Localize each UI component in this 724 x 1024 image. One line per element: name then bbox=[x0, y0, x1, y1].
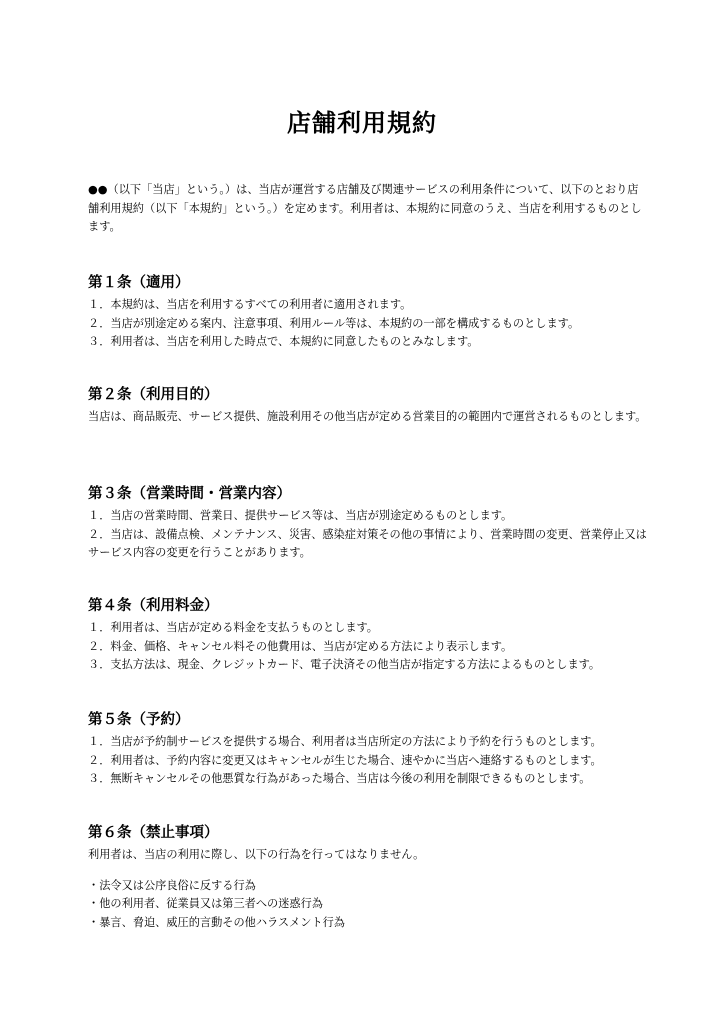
prohibited-item: ・暴言、脅迫、威圧的言動その他ハラスメント行為 bbox=[88, 915, 345, 929]
article-item: ２．当店は、設備点検、メンテナンス、災害、感染症対策その他の事情により、営業時間の変更、営業停止又はサービス内容の変更を行うことがあります。 bbox=[88, 527, 647, 559]
article-item: １．当店の営業時間、営業日、提供サービス等は、当店が別途定めるものとします。 bbox=[88, 509, 513, 522]
article-body: 利用者は、当店の利用に際し、以下の行為を行ってはなりません。 bbox=[88, 848, 425, 861]
prohibited-item: ・他の利用者、従業員又は第三者への迷惑行為 bbox=[88, 897, 323, 910]
document-title: 店舗利用規約 bbox=[287, 109, 437, 137]
article-6 bbox=[88, 824, 648, 932]
article-5 bbox=[88, 711, 648, 789]
article-items bbox=[88, 507, 648, 563]
article-item: ２．当店が別途定める案内、注意事項、利用ルール等は、本規約の一部を構成するものとします。 bbox=[88, 316, 580, 330]
article-4 bbox=[88, 597, 648, 675]
article-item: ２．利用者は、予約内容に変更又はキャンセルが生じた場合、速やかに当店へ連絡するものとします。 bbox=[88, 753, 602, 767]
article-item: １．当店が予約制サービスを提供する場合、利用者は当店所定の方法により予約を行うものとします。 bbox=[88, 735, 602, 748]
article-items bbox=[88, 619, 648, 675]
article-heading: 第３条（営業時間・営業内容） bbox=[88, 486, 291, 502]
article-body: 当店は、商品販売、サービス提供、施設利用その他当店が定める営業目的の範囲内で運営されるものとします。 bbox=[88, 410, 647, 423]
article-items bbox=[88, 296, 648, 352]
article-item: １．本規約は、当店を利用するすべての利用者に適用されます。 bbox=[88, 298, 412, 311]
article-item: １．利用者は、当店が定める料金を支払うものとします。 bbox=[88, 621, 378, 634]
spacer bbox=[88, 865, 648, 877]
prohibited-item: ・法令又は公序良俗に反する行為 bbox=[88, 878, 256, 892]
article-items bbox=[88, 733, 648, 789]
intro-paragraph: ●●（以下「当店」という。）は、当店が運営する店舗及び関連サービスの利用条件について、以下のとおり店舗利用規約（以下「本規約」という。）を定めます。利用者は、本規約に同意のうえ、当店を利用するものとします。 bbox=[88, 183, 642, 233]
prohibited-list bbox=[88, 877, 648, 933]
article-heading: 第１条（適用） bbox=[88, 275, 190, 291]
article-heading: 第２条（利用目的） bbox=[88, 387, 219, 403]
article-item: ３．無断キャンセルその他悪質な行為があった場合、当店は今後の利用を制限できるものとします。 bbox=[88, 772, 591, 785]
article-heading: 第６条（禁止事項） bbox=[88, 825, 219, 841]
article-item: ３．利用者は、当店を利用した時点で、本規約に同意したものとみなします。 bbox=[88, 335, 479, 348]
article-item: ３．支払方法は、現金、クレジットカード、電子決済その他当店が指定する方法によるものとします。 bbox=[88, 658, 601, 671]
article-2 bbox=[88, 386, 648, 427]
article-heading: 第５条（予約） bbox=[88, 712, 190, 728]
article-heading: 第４条（利用料金） bbox=[88, 598, 219, 614]
article-3 bbox=[88, 485, 648, 563]
article-1 bbox=[88, 274, 648, 352]
article-item: ２．料金、価格、キャンセル料その他費用は、当店が定める方法により表示します。 bbox=[88, 639, 513, 653]
